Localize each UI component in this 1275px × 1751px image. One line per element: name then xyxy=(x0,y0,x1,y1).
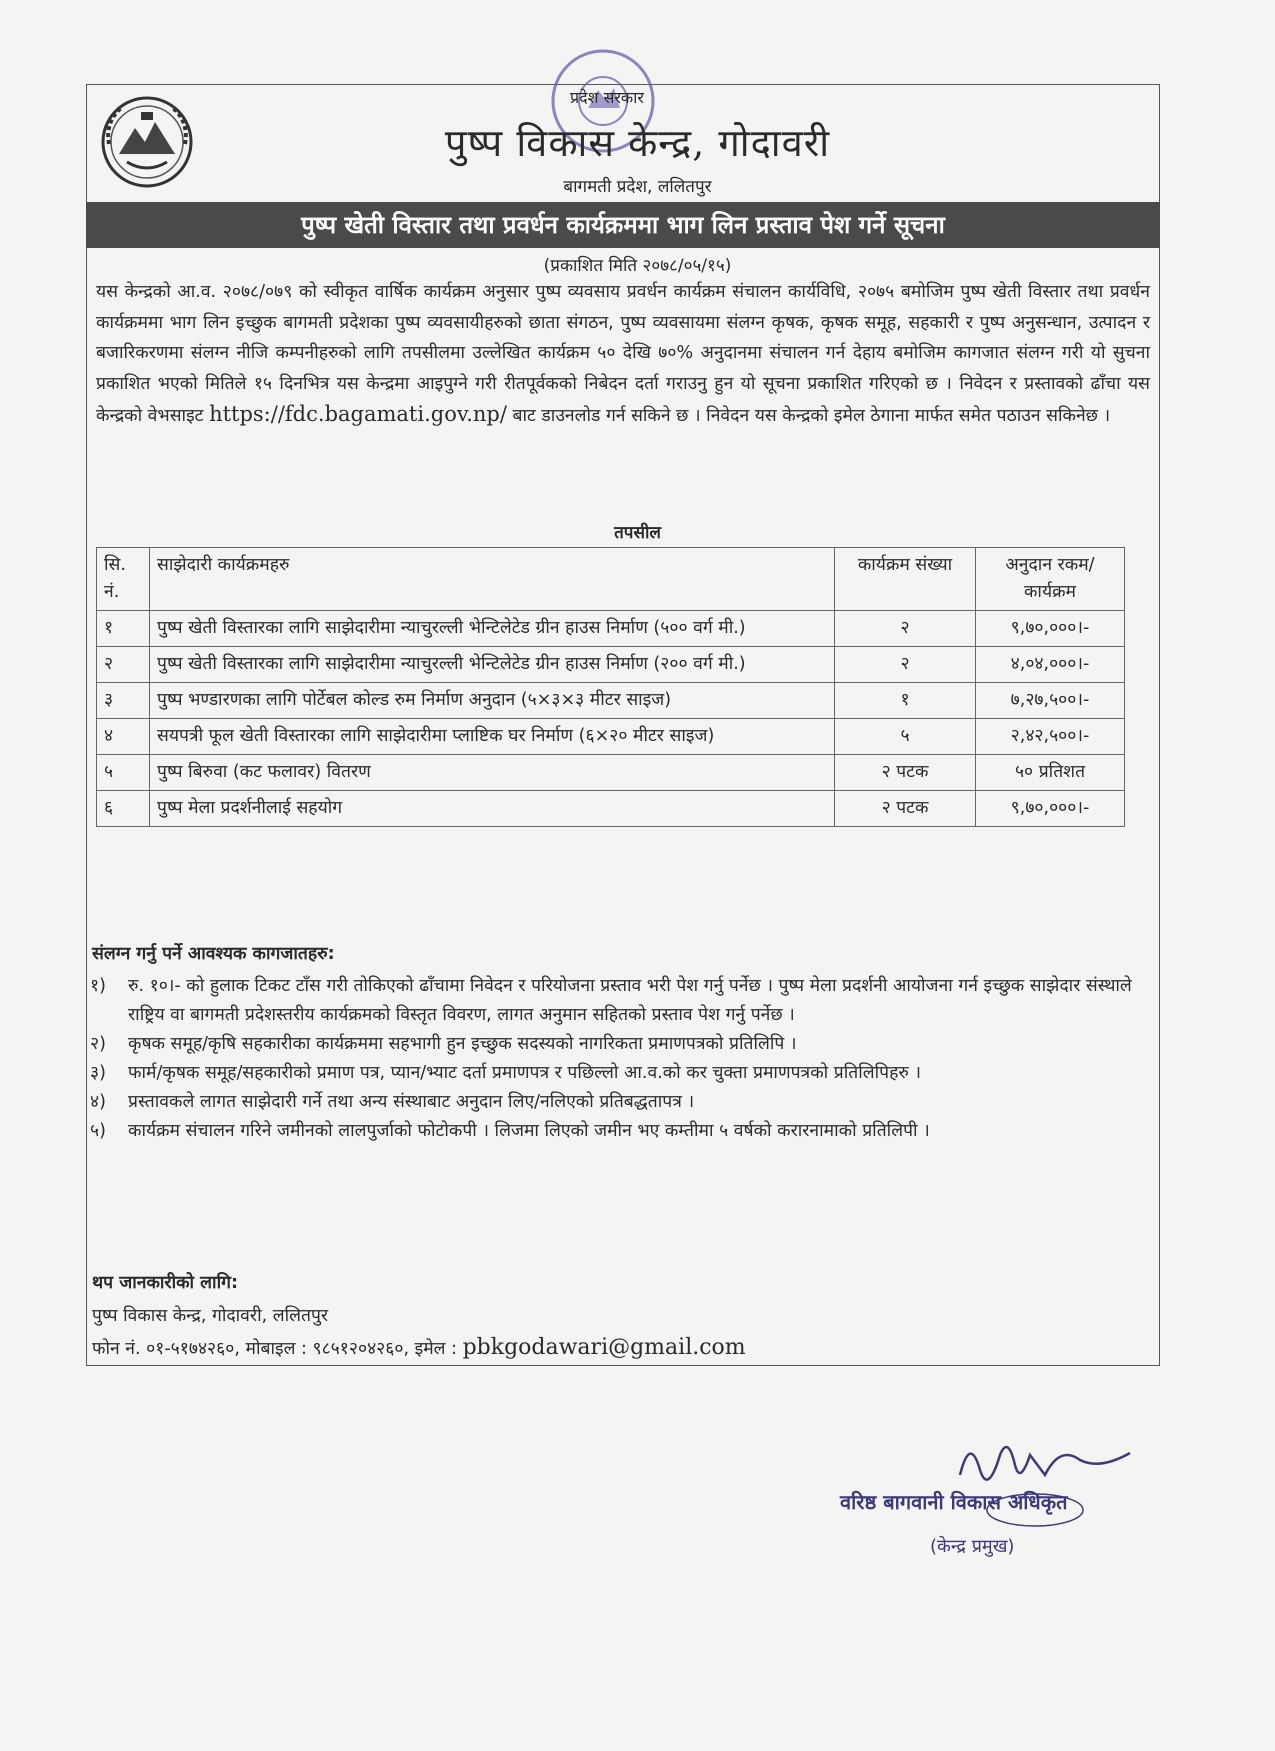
row-sn: ४ xyxy=(97,719,150,755)
row-amount: ४,०४,०००।- xyxy=(976,647,1125,683)
row-sn: २ xyxy=(97,647,150,683)
contact-email[interactable]: pbkgodawari@gmail.com xyxy=(462,1335,746,1360)
row-sn: ५ xyxy=(97,755,150,791)
list-item xyxy=(90,972,1140,1030)
row-program: पुष्प खेती विस्तारका लागि साझेदारीमा न्याचुरल्ली भेन्टिलेटेड ग्रीन हाउस निर्माण (५०० वर्ग मी.) xyxy=(150,611,835,647)
col-amount-header: अनुदान रकम/कार्यक्रम xyxy=(976,548,1125,611)
office-name: पुष्प विकास केन्द्र, गोदावरी xyxy=(444,121,831,165)
row-count: २ xyxy=(835,611,976,647)
list-item xyxy=(90,1030,1140,1059)
row-sn: ३ xyxy=(97,683,150,719)
item-number: ५) xyxy=(90,1121,106,1141)
notice-paragraph: यस केन्द्रको आ.व. २०७८/०७९ को स्वीकृत वार्षिक कार्यक्रम अनुसार पुष्प व्यवसाय प्रवर्धन कार्यक्रम संचालन कार्यविधि, २०७५ बमोजिम पुष्प खेती विस्तार तथा प्रवर्धन कार्यक्रममा भाग लिन इच्छुक बागमती प्रदेशका पुष्प व्यवसायीहरुको छाता संगठन, पुष्प व्यवसायमा संलग्न कृषक, कृषक समूह, सहकारी र पुष्प अनुसन्धान, उत्पादन र बजारिकरणमा संलग्न नीजि कम्पनीहरुको लागि तपसीलमा उल्लेखित कार्यक्रम ५० देखि ७०% अनुदानमा संचालन गर्न देहाय बमोजिम कागजात संलग्न गरी यो सुचना प्रकाशित भएको मितिले १५ दिनभित्र यस केन्द्रमा आइपुग्ने गरी रीतपूर्वकको निबेदन दर्ता गराउनु हुन यो सूचना प्रकाशित गरिएको छ । निवेदन र प्रस्तावको ढाँचा यस केन्द्रको वेभसाइट xyxy=(96,282,1150,426)
row-amount: ७,२७,५००।- xyxy=(976,683,1125,719)
published-date: (प्रकाशित मिति २०७८/०५/१५) xyxy=(543,256,732,276)
row-program: पुष्प खेती विस्तारका लागि साझेदारीमा न्याचुरल्ली भेन्टिलेटेड ग्रीन हाउस निर्माण (२०० वर्ग मी.) xyxy=(150,647,835,683)
col-count-header: कार्यक्रम संख्या xyxy=(835,548,976,611)
table-row xyxy=(97,683,1125,719)
government-label: प्रदेश सरकार xyxy=(570,88,644,107)
signatory-subtitle: (केन्द्र प्रमुख) xyxy=(930,1536,1015,1557)
row-sn: ६ xyxy=(97,791,150,827)
notice-body xyxy=(96,277,1150,432)
row-sn: १ xyxy=(97,611,150,647)
item-text: रु. १०।- को हुलाक टिकट टाँस गरी तोकिएको ढाँचामा निवेदन र परियोजना प्रस्ताव भरी पेश गर्नु पर्नेछ । पुष्प मेला प्रदर्शनी आयोजना गर्न इच्छुक साझेदार संस्थाले राष्ट्रिय वा बागमती प्रदेशस्तरीय कार्यक्रमको विस्तृत विवरण, लागत अनुमान सहितको प्रस्ताव पेश गर्नु पर्नेछ । xyxy=(128,976,1132,1025)
table-row xyxy=(97,719,1125,755)
row-amount: ९,७०,०००।- xyxy=(976,611,1125,647)
col-sn-header: सि. नं. xyxy=(97,548,150,611)
notice-paragraph-end: बाट डाउनलोड गर्न सकिने छ । निवेदन यस केन्द्रको इमेल ठेगाना मार्फत समेत पठाउन सकिनेछ । xyxy=(512,406,1111,426)
row-count: १ xyxy=(835,683,976,719)
item-text: कृषक समूह/कृषि सहकारीका कार्यक्रममा सहभागी हुन इच्छुक सदस्यको नागरिकता प्रमाणपत्रको प्रतिलिपि । xyxy=(128,1034,797,1054)
row-amount: २,४२,५००।- xyxy=(976,719,1125,755)
item-number: ३) xyxy=(90,1063,106,1083)
item-number: २) xyxy=(90,1034,106,1054)
schedule-heading: तपसील xyxy=(614,523,661,543)
contact-heading: थप जानकारीको लागि: xyxy=(92,1273,238,1293)
row-count: २ पटक xyxy=(835,755,976,791)
row-amount: ५० प्रतिशत xyxy=(976,755,1125,791)
website-link[interactable]: https://fdc.bagamati.gov.np/ xyxy=(209,402,507,426)
documents-heading: संलग्न गर्नु पर्ने आवश्यक कागजातहरु: xyxy=(92,944,335,964)
contact-line xyxy=(92,1332,746,1365)
row-count: २ पटक xyxy=(835,791,976,827)
office-address: बागमती प्रदेश, ललितपुर xyxy=(563,177,712,197)
item-number: ४) xyxy=(90,1092,106,1112)
signatory-title: वरिष्ठ बागवानी विकास अधिकृत xyxy=(840,1490,1068,1514)
item-number: १) xyxy=(90,976,106,996)
table-row xyxy=(97,791,1125,827)
contact-block xyxy=(92,1301,746,1365)
item-text: फार्म/कृषक समूह/सहकारीको प्रमाण पत्र, प्यान/भ्याट दर्ता प्रमाणपत्र र पछिल्लो आ.व.को कर चुक्ता प्रमाणपत्रको प्रतिलिपिहरु । xyxy=(128,1063,922,1083)
row-program: पुष्प मेला प्रदर्शनीलाई सहयोग xyxy=(150,791,835,827)
table-row xyxy=(97,611,1125,647)
schedule-table xyxy=(96,547,1125,827)
table-row xyxy=(97,647,1125,683)
row-count: २ xyxy=(835,647,976,683)
list-item xyxy=(90,1059,1140,1088)
table-header-row xyxy=(97,548,1125,611)
notice-title: पुष्प खेती विस्तार तथा प्रवर्धन कार्यक्रममा भाग लिन प्रस्ताव पेश गर्ने सूचना xyxy=(86,202,1160,248)
row-program: पुष्प बिरुवा (कट फलावर) वितरण xyxy=(150,755,835,791)
row-amount: ९,७०,०००।- xyxy=(976,791,1125,827)
col-program-header: साझेदारी कार्यक्रमहरु xyxy=(150,548,835,611)
table-row xyxy=(97,755,1125,791)
row-program: सयपत्री फूल खेती विस्तारका लागि साझेदारीमा प्लाष्टिक घर निर्माण (६×२० मीटर साइज) xyxy=(150,719,835,755)
list-item xyxy=(90,1088,1140,1117)
row-program: पुष्प भण्डारणका लागि पोर्टेबल कोल्ड रुम निर्माण अनुदान (५×३×३ मीटर साइज) xyxy=(150,683,835,719)
item-text: प्रस्तावकले लागत साझेदारी गर्ने तथा अन्य संस्थाबाट अनुदान लिए/नलिएको प्रतिबद्धतापत्र । xyxy=(128,1092,695,1112)
item-text: कार्यक्रम संचालन गरिने जमीनको लालपुर्जाको फोटोकपी । लिजमा लिएको जमीन भए कम्तीमा ५ वर्षको करारनामाको प्रतिलिपी । xyxy=(128,1121,930,1141)
contact-phone: फोन नं. ०१-५१७४२६०, मोबाइल : ९८५१२०४२६०, इमेल : xyxy=(92,1339,457,1359)
row-count: ५ xyxy=(835,719,976,755)
list-item xyxy=(90,1117,1140,1146)
contact-address: पुष्प विकास केन्द्र, गोदावरी, ललितपुर xyxy=(92,1306,329,1326)
documents-list xyxy=(90,972,1140,1146)
